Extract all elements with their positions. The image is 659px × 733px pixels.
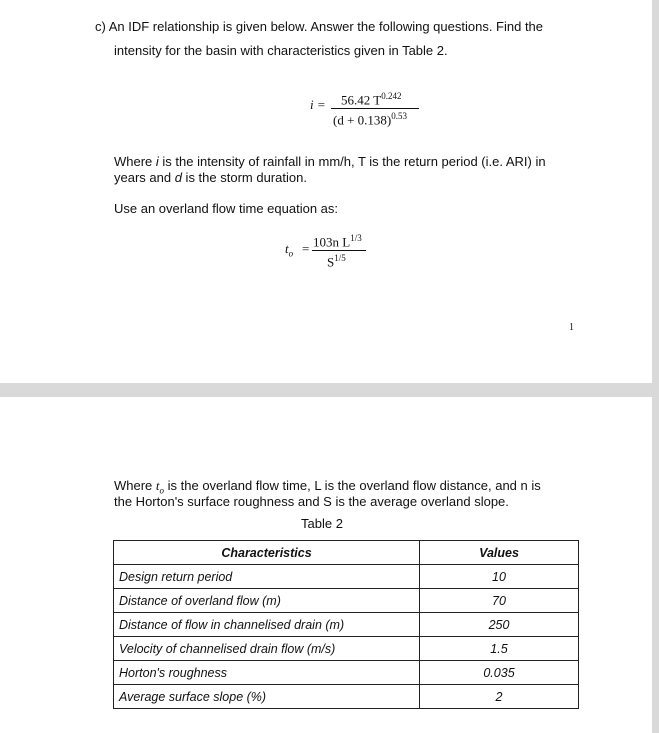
row-value: 10	[420, 565, 579, 589]
table-row	[114, 637, 579, 661]
row-value: 70	[420, 589, 579, 613]
row-label: Distance of overland flow (m)	[114, 589, 420, 613]
row-label: Velocity of channelised drain flow (m/s)	[114, 637, 420, 661]
table-row	[114, 685, 579, 709]
page-gap	[0, 383, 659, 397]
table-row	[114, 613, 579, 637]
to-lhs: $t_o$	[285, 241, 294, 259]
row-value: 0.035	[420, 661, 579, 685]
p2-where-line-1: Where $t_o$ is the overland flow time, L is the overland flow distance, and n is	[114, 478, 541, 496]
header-values: Values	[420, 541, 579, 565]
where-line-1: Where i is the intensity of rainfall in mm/h, T is the return period (i.e. ARI) in	[114, 154, 546, 169]
page-number: 1	[569, 322, 574, 333]
table-row	[114, 565, 579, 589]
row-value: 250	[420, 613, 579, 637]
idf-numerator: 56.42 $T^{0.242}$	[341, 91, 402, 108]
to-denominator: $S^{1/5}$	[327, 253, 346, 270]
use-line: Use an overland flow time equation as:	[114, 201, 339, 216]
row-label: Horton's roughness	[114, 661, 420, 685]
idf-denominator: $(d + 0.138)^{0.53}$	[333, 111, 407, 128]
row-value: 2	[420, 685, 579, 709]
viewer-right-edge	[652, 0, 659, 733]
where-line-2: years and d is the storm duration.	[114, 170, 307, 185]
to-equals: =	[302, 241, 310, 256]
question-line-2: intensity for the basin with characteristics given in Table 2.	[114, 43, 448, 58]
row-label: Design return period	[114, 565, 420, 589]
row-value: 1.5	[420, 637, 579, 661]
table-row	[114, 589, 579, 613]
table-header-row	[114, 541, 579, 565]
idf-lhs: i =	[310, 97, 326, 112]
table-row	[114, 661, 579, 685]
p2-where-line-2: the Horton's surface roughness and S is the average overland slope.	[114, 494, 509, 509]
document-page-2	[0, 397, 652, 733]
to-numerator: 103n $L^{1/3}$	[313, 233, 362, 250]
characteristics-table	[113, 540, 579, 709]
header-characteristics: Characteristics	[114, 541, 420, 565]
question-line-1: c) An IDF relationship is given below. Answer the following questions. Find the	[95, 19, 544, 34]
row-label: Distance of flow in channelised drain (m)	[114, 613, 420, 637]
table-title: Table 2	[301, 516, 343, 531]
row-label: Average surface slope (%)	[114, 685, 420, 709]
